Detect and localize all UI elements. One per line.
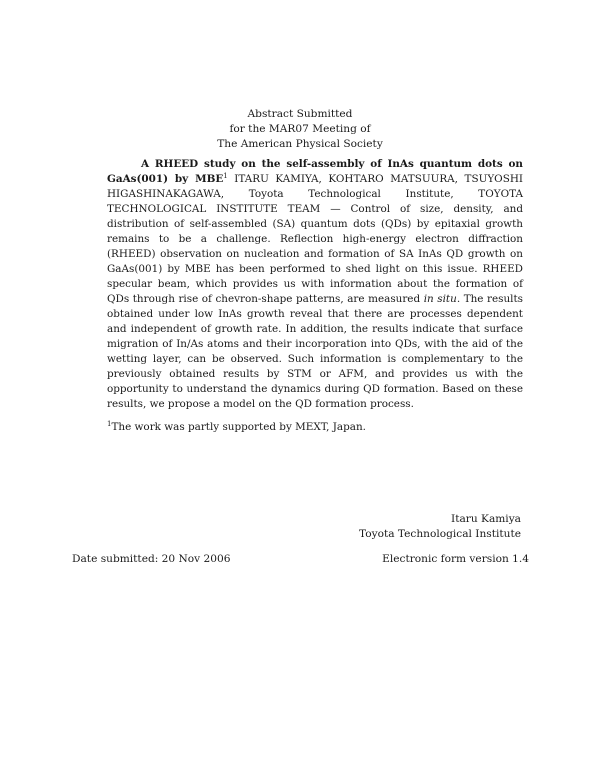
header-line-meeting: for the MAR07 Meeting of: [229, 123, 371, 135]
date-submitted: Date submitted: 20 Nov 2006: [72, 553, 231, 565]
abstract-authors: ITARU KAMIYA, KOHTARO MATSUURA, TSUYOSHI HIGASHINAKAGAWA, Toyota Technological Institute, TOYOTA TECHNOLOGICAL INSTITUTE TEAM —: [107, 173, 523, 215]
form-version: Electronic form version 1.4: [382, 553, 529, 565]
signature-affiliation: Toyota Technological Institute: [358, 528, 521, 540]
signature-block: [359, 512, 521, 542]
footnote: [107, 420, 523, 435]
submission-header: [0, 107, 600, 152]
abstract-body: [107, 157, 523, 412]
header-line-society: The American Physical Society: [217, 138, 383, 150]
footnote-text: The work was partly supported by MEXT, Japan.: [111, 421, 366, 433]
footnote-mark: 1: [107, 420, 112, 428]
abstract-paragraph: [107, 157, 523, 412]
abstract-text-part1: Control of size, density, and distribution of self-assembled (SA) quantum dots (QDs) by epitaxial growth remains to be a challenge. Reflection high-energy electron diffraction (RHEED) observation on nucleation and formation of SA InAs QD growth on GaAs(001) by MBE has been performed to shed light on this issue. RHEED specular beam, which provides us with information about the formation of QDs through rise of chevron-shape patterns, are measured: [107, 203, 523, 305]
abstract-title: A RHEED study on the self-assembly of InAs quantum dots on GaAs(001) by MBE: [107, 158, 523, 185]
abstract-text-italic: in situ: [423, 293, 457, 305]
signature-name: Itaru Kamiya: [451, 513, 521, 525]
header-line-abstract-submitted: Abstract Submitted: [247, 108, 353, 120]
abstract-text-part2: . The results obtained under low InAs growth reveal that there are processes dependent and independent of growth rate. In addition, the results indicate that surface migration of In/As atoms and their incorporation into QDs, with the aid of the wetting layer, can be observed. Such information is complementary to the previously obtained results by STM or AFM, and provides us with the opportunity to understand the dynamics during QD formation. Based on these results, we propose a model on the QD formation process.: [107, 293, 524, 410]
title-footnote-mark: 1: [223, 172, 228, 180]
